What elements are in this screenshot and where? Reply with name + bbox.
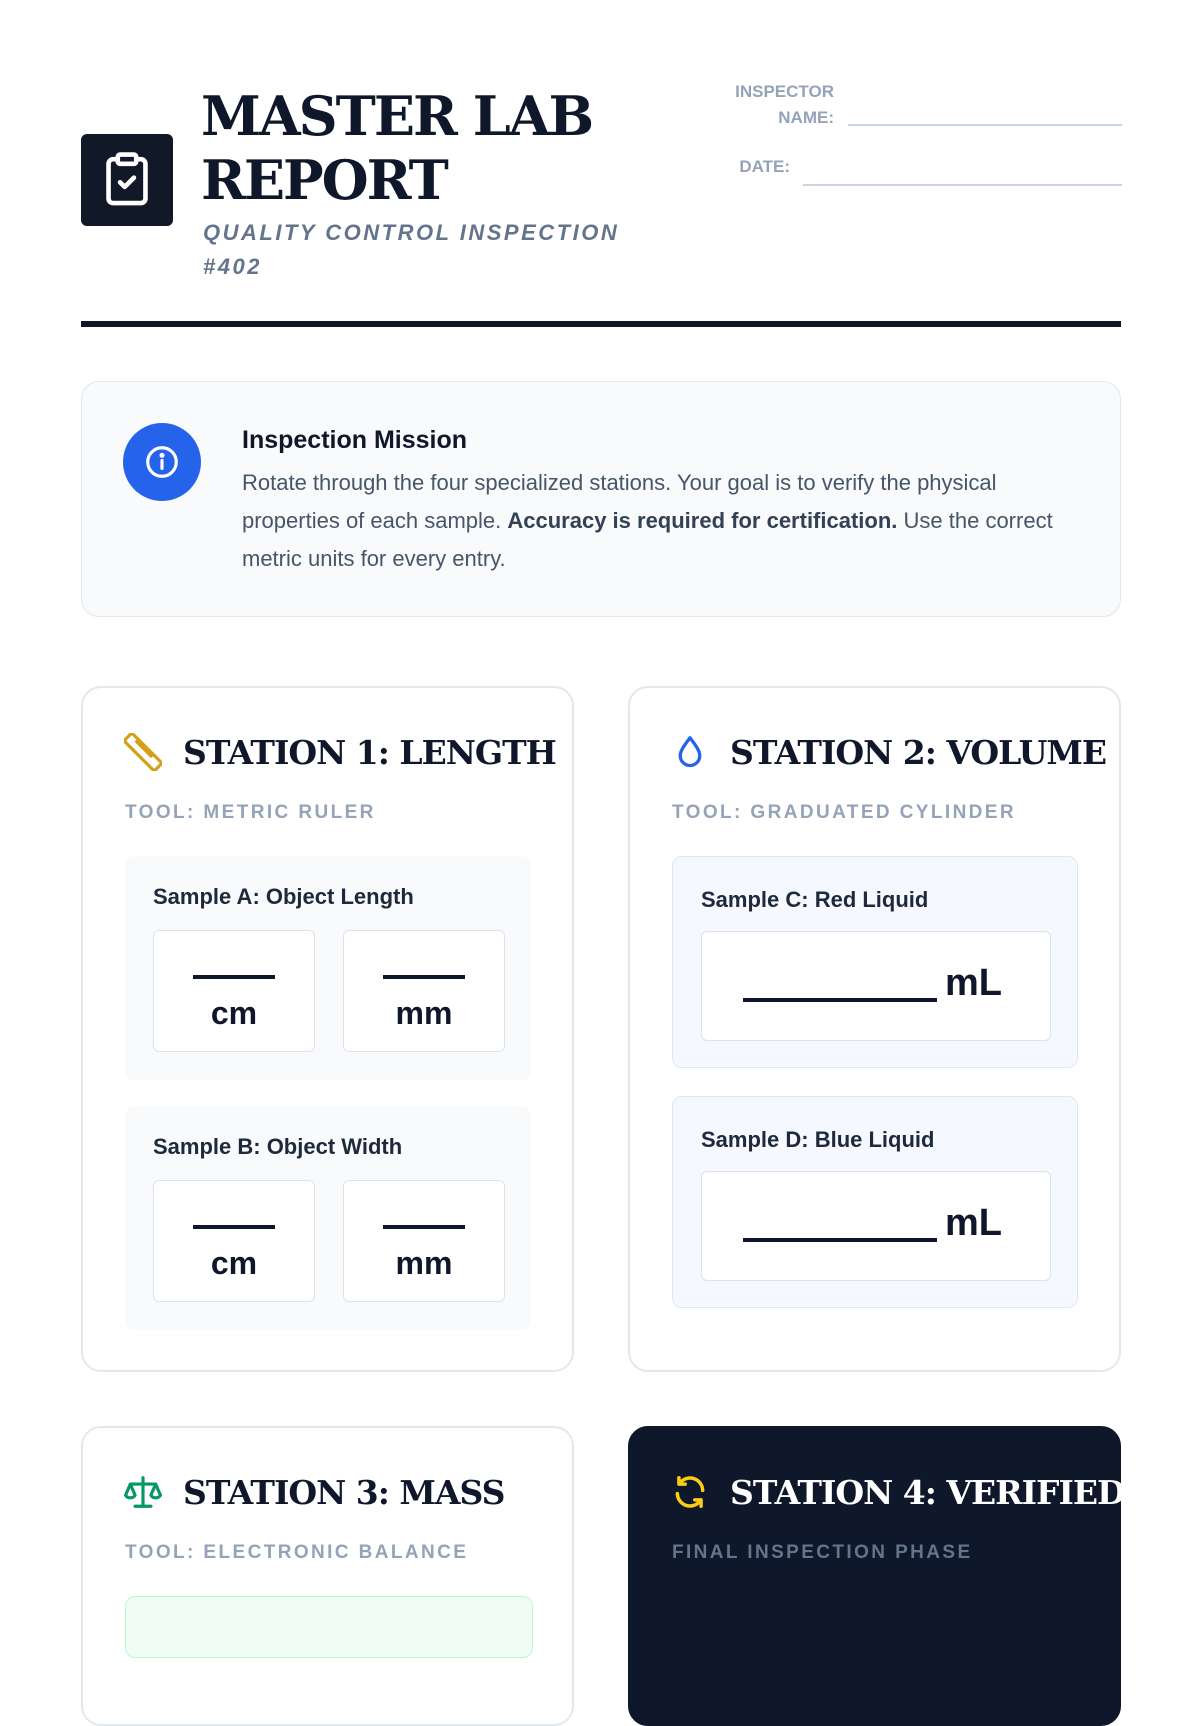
mission-text-emphasis: Accuracy is required for certification. <box>507 508 898 533</box>
station-1-card <box>81 686 574 1372</box>
sample-b-cm-field[interactable] <box>153 1180 315 1302</box>
answer-blank <box>193 975 275 979</box>
sample-a-cm-field[interactable] <box>153 930 315 1052</box>
sample-c-block <box>672 856 1078 1068</box>
info-icon <box>123 423 201 501</box>
station-2-title: STATION 2: VOLUME <box>730 732 1107 772</box>
station-4-title: STATION 4: VERIFIED <box>730 1472 1125 1512</box>
answer-blank <box>383 1225 465 1229</box>
answer-blank <box>383 975 465 979</box>
station-1-tool: TOOL: METRIC RULER <box>125 802 376 823</box>
mission-text-outro: Use the correct metric units for every entry. <box>242 508 1053 571</box>
clipboard-logo <box>81 134 173 226</box>
sample-d-volume-field[interactable] <box>701 1171 1051 1281</box>
mission-text-intro: Rotate through the four specialized stations. Your goal is to verify the physical properties of each sample. <box>242 470 997 533</box>
station-2-header <box>670 732 1106 772</box>
mission-text <box>242 464 1082 578</box>
station-3-card <box>81 1426 574 1726</box>
clipboard-check-icon <box>99 150 155 210</box>
droplet-icon <box>670 732 710 772</box>
station-1-header <box>123 732 556 772</box>
station-2-card <box>628 686 1121 1372</box>
station-4-tool: FINAL INSPECTION PHASE <box>672 1542 973 1563</box>
unit-label: cm <box>210 1245 258 1281</box>
sample-b-block <box>125 1106 531 1330</box>
page-subtitle: QUALITY CONTROL INSPECTION #402 <box>203 220 620 279</box>
unit-label: mm <box>395 1245 453 1281</box>
sample-d-block <box>672 1096 1078 1308</box>
scale-icon <box>123 1472 163 1512</box>
header-divider <box>81 321 1121 327</box>
date-field[interactable] <box>803 184 1122 186</box>
page-title: MASTER LAB REPORT <box>201 84 593 212</box>
date-label: DATE: <box>739 157 790 176</box>
station-1-title: STATION 1: LENGTH <box>183 732 556 772</box>
sample-b-mm-field[interactable] <box>343 1180 505 1302</box>
station-4-header <box>670 1472 1125 1512</box>
sample-c-label: Sample C: Red Liquid <box>701 887 929 912</box>
sample-a-block <box>125 856 531 1080</box>
unit-label: mm <box>395 995 453 1031</box>
unit-label: cm <box>210 995 258 1031</box>
mission-title: Inspection Mission <box>242 426 468 454</box>
sample-a-label: Sample A: Object Length <box>153 884 414 909</box>
sample-d-label: Sample D: Blue Liquid <box>701 1127 935 1152</box>
sample-a-mm-field[interactable] <box>343 930 505 1052</box>
answer-blank <box>743 998 937 1002</box>
sample-b-label: Sample B: Object Width <box>153 1134 403 1159</box>
station-3-title: STATION 3: MASS <box>183 1472 505 1512</box>
mission-callout <box>81 381 1121 617</box>
unit-label: mL <box>945 962 1002 1004</box>
station-4-card <box>628 1426 1125 1726</box>
inspector-name-field[interactable] <box>848 124 1122 126</box>
unit-label: mL <box>945 1202 1002 1244</box>
station-3-tool: TOOL: ELECTRONIC BALANCE <box>125 1542 469 1563</box>
answer-blank <box>193 1225 275 1229</box>
answer-blank <box>743 1238 937 1242</box>
station-3-sample-block <box>125 1596 533 1658</box>
station-2-tool: TOOL: GRADUATED CYLINDER <box>672 802 1017 823</box>
station-3-header <box>123 1472 504 1512</box>
ruler-icon <box>123 732 163 772</box>
report-header <box>81 80 1121 330</box>
refresh-icon <box>670 1472 710 1512</box>
sample-c-volume-field[interactable] <box>701 931 1051 1041</box>
inspector-name-label: INSPECTOR NAME: <box>735 82 834 127</box>
